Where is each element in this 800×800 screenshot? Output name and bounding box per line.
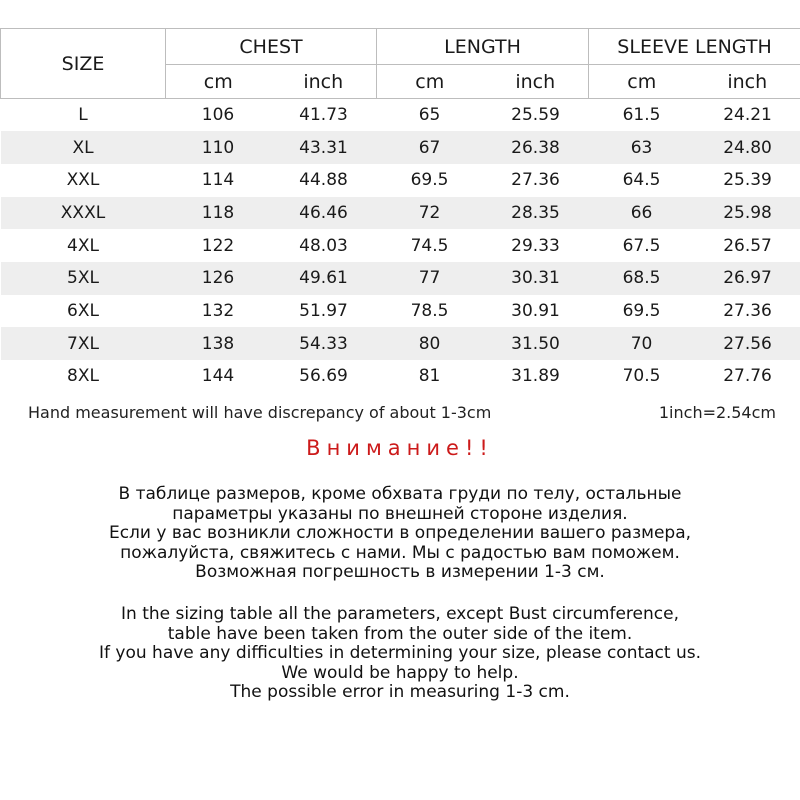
chest-inch-cell: 43.31 [271,131,377,164]
table-row [1,295,800,328]
chest-inch-cell: 56.69 [299,366,348,387]
paragraph-line: В таблице размеров, кроме обхвата груди по телу, остальные [118,484,682,504]
sleeve-cm-cell: 69.5 [622,300,661,321]
size-cell: 6XL [67,300,99,321]
sleeve-cm-cell: 66 [589,197,695,230]
length-inch-cell: 27.36 [511,170,560,191]
size-column-header: SIZE [1,29,166,99]
length-cm-header: cm [377,65,483,99]
paragraph-line: пожалуйста, свяжитесь с нами. Мы с радостью вам поможем. [120,542,680,563]
paragraph-line: The possible error in measuring 1-3 cm. [230,682,570,702]
chest-inch-cell: 44.88 [299,170,348,191]
table-row [1,99,800,132]
measurement-note-row [28,400,776,424]
length-cm-cell: 74.5 [410,235,449,256]
table-row [1,229,800,262]
length-inch-cell: 31.89 [511,366,560,387]
sleeve-cm-cell: 70 [589,327,695,360]
length-cm-cell: 77 [377,262,483,295]
sleeve-cm-cell: 63 [589,131,695,164]
sleeve-inch-cell: 26.57 [723,235,772,256]
chest-inch-header: inch [271,65,377,99]
sleeve-length-header: SLEEVE LENGTH [589,29,800,65]
chest-header: CHEST [166,29,377,65]
paragraph-line: Возможная погрешность в измерении 1-3 см. [195,562,605,582]
length-cm-cell: 67 [377,131,483,164]
chest-inch-cell: 41.73 [299,105,348,126]
size-chart-body [1,99,800,393]
english-paragraph [0,605,800,703]
inch-conversion-note: 1inch=2.54cm [658,402,776,422]
sleeve-inch-header: inch [695,65,800,99]
chest-inch-cell: 51.97 [299,300,348,321]
length-cm-cell: 80 [377,327,483,360]
length-inch-cell: 28.35 [483,197,589,230]
table-row [1,131,800,164]
paragraph-line: If you have any difficulties in determining your size, please contact us. [99,643,701,663]
paragraph-line: We would be happy to help. [281,662,519,683]
sleeve-cm-cell: 67.5 [622,235,661,256]
table-row [1,327,800,360]
chest-inch-cell: 49.61 [271,262,377,295]
length-inch-cell: 31.50 [483,327,589,360]
sleeve-inch-cell: 27.76 [723,366,772,387]
length-inch-cell: 29.33 [511,235,560,256]
attention-heading: Внимание!! [306,436,494,460]
paragraph-line: Если у вас возникли сложности в определении вашего размера, [108,523,692,543]
chest-cm-cell: 106 [201,105,235,126]
chest-inch-cell: 48.03 [299,235,348,256]
length-cm-cell: 65 [418,105,441,126]
size-cell: XXXL [1,197,166,230]
length-header: LENGTH [377,29,589,65]
chest-inch-cell: 46.46 [271,197,377,230]
size-cell: 7XL [1,327,166,360]
sleeve-inch-cell: 26.97 [695,262,800,295]
sleeve-cm-cell: 68.5 [589,262,695,295]
chest-cm-header: cm [166,65,271,99]
sleeve-inch-cell: 27.36 [723,300,772,321]
length-cm-cell: 78.5 [410,300,449,321]
size-cell: 5XL [1,262,166,295]
chest-cm-cell: 118 [166,197,271,230]
chest-cm-cell: 132 [201,300,235,321]
chest-inch-cell: 54.33 [271,327,377,360]
chest-cm-cell: 114 [201,170,235,191]
chest-cm-cell: 126 [166,262,271,295]
size-chart-table [0,28,800,393]
table-header-group-row [1,29,800,65]
sleeve-inch-cell: 25.98 [695,197,800,230]
table-row [1,262,800,295]
paragraph-line: table have been taken from the outer side of the item. [167,623,633,644]
sleeve-inch-cell: 24.80 [695,131,800,164]
length-inch-cell: 26.38 [483,131,589,164]
chest-cm-cell: 144 [201,366,235,387]
size-cell: L [78,105,88,126]
sleeve-cm-cell: 64.5 [622,170,661,191]
paragraph-line: In the sizing table all the parameters, except Bust circumference, [121,604,679,624]
length-cm-cell: 72 [377,197,483,230]
chest-cm-cell: 122 [201,235,235,256]
discrepancy-note: Hand measurement will have discrepancy of about 1-3cm [28,402,492,422]
sleeve-cm-header: cm [589,65,695,99]
sleeve-inch-cell: 25.39 [723,170,772,191]
length-inch-header: inch [483,65,589,99]
length-inch-cell: 30.31 [483,262,589,295]
table-row [1,360,800,393]
length-cm-cell: 81 [418,366,441,387]
table-row [1,197,800,230]
chest-cm-cell: 110 [166,131,271,164]
sleeve-inch-cell: 24.21 [723,105,772,126]
sleeve-inch-cell: 27.56 [695,327,800,360]
length-inch-cell: 30.91 [511,300,560,321]
table-row [1,164,800,197]
paragraph-line: параметры указаны по внешней стороне изделия. [172,503,628,524]
sleeve-cm-cell: 70.5 [622,366,661,387]
size-cell: 4XL [67,235,99,256]
length-cm-cell: 69.5 [410,170,449,191]
size-cell: 8XL [67,366,99,387]
size-cell: XL [1,131,166,164]
size-cell: XXL [66,170,100,191]
russian-paragraph [0,485,800,583]
length-inch-cell: 25.59 [511,105,560,126]
chest-cm-cell: 138 [166,327,271,360]
sleeve-cm-cell: 61.5 [622,105,661,126]
